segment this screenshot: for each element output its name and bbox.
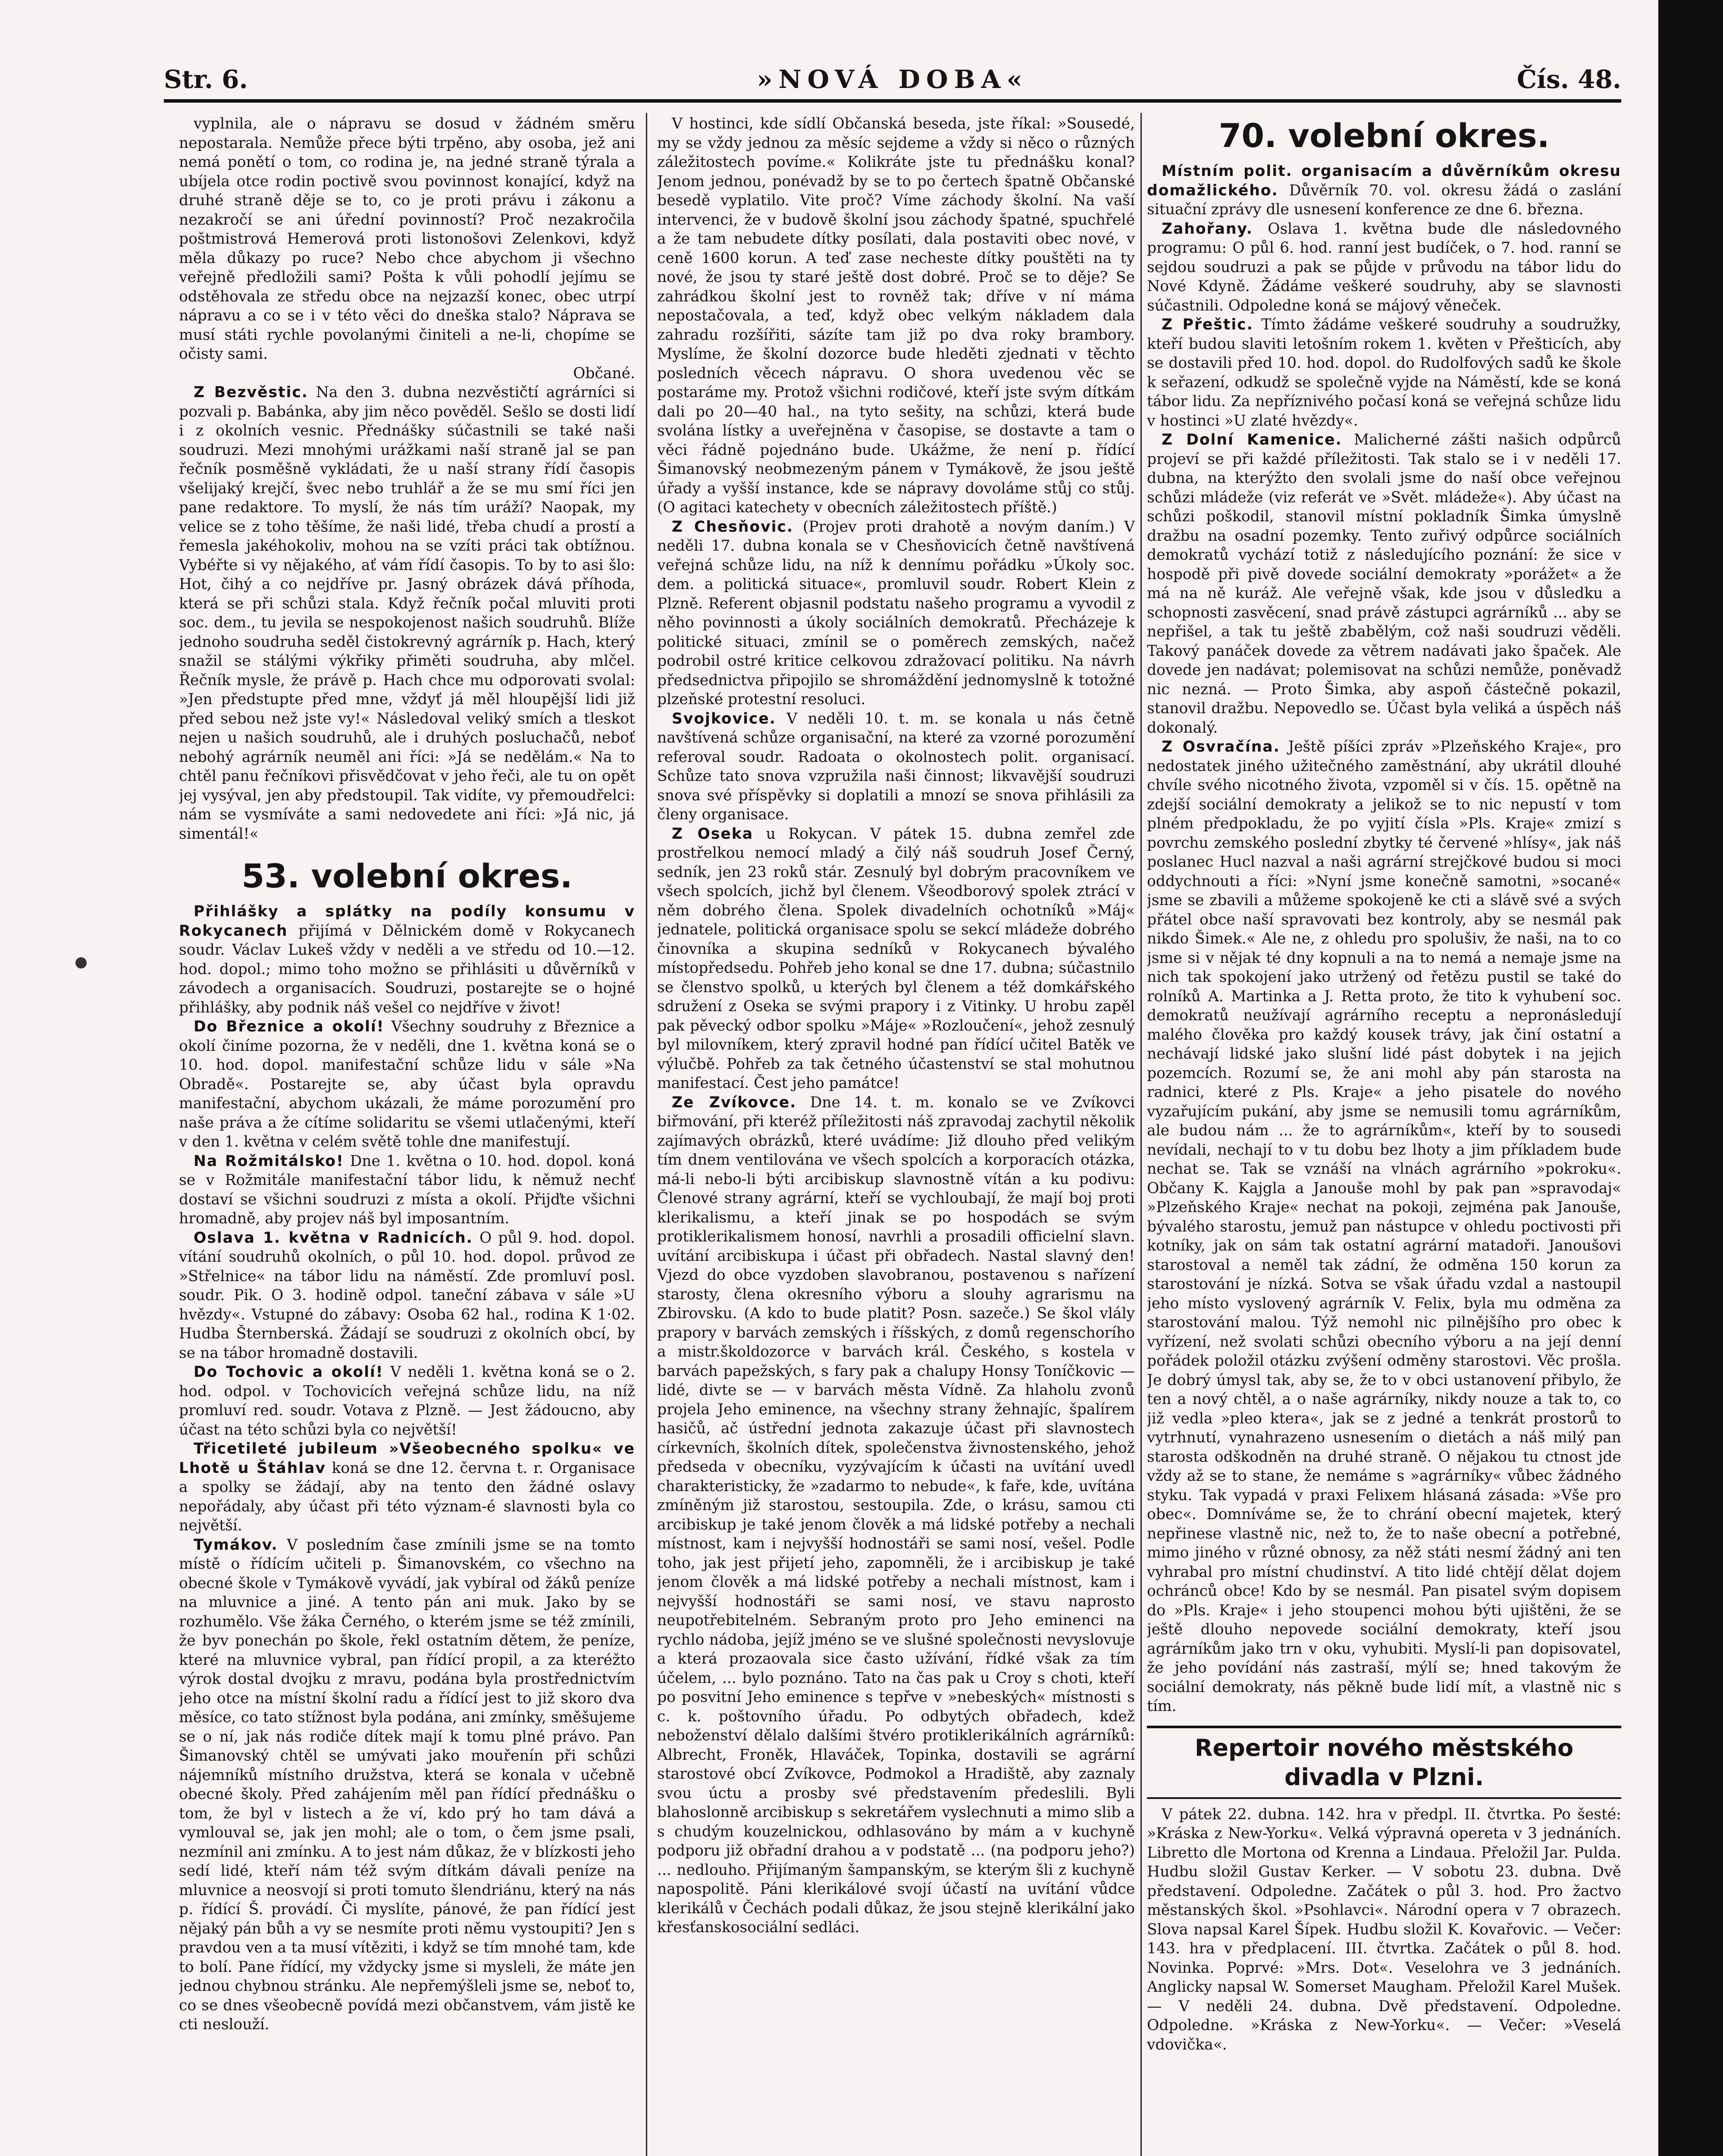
article-paragraph — [179, 1228, 635, 1363]
column-1 — [179, 114, 635, 2156]
article-text: u Rokycan. V pátek 15. dubna zemřel zde prostřelkou nemocí mladý a čilý náš soudruh Josef Černý, sedník, jen 23 roků stár. Zesnulý byl dobrým pracovníkem ve všech spolcích, jichž byl členem. Všeodborový spolek ztrácí v něm dobrého člena. Spolek divadelních ochotníků »Máj« jednatele, politická organisace spolu se sekcí mládeže dobrého činovníka a skupina sedníků v Rokycanech bývalého místopředsedu. Pohřeb jeho konal se dne 17. dubna; súčastnilo se členstvo spolků, u kterých byl členem a též domkářského sdružení z Oseka se svými prapory i z Vitinky. U hrobu zapěl pak pěvecký odbor spolku »Máje« »Rozloučení«, jehož zesnulý byl milovníkem, který zpravil hodné pan řídící učitel Batěk ve výlučbě. Pohřeb za tak četného účastenství se stal mohutnou manifestací. Čest jeho památce! — [657, 825, 1135, 1092]
article-heading: Na Rožmitálsko! — [194, 1152, 344, 1170]
article-paragraph — [657, 1093, 1135, 1937]
article-paragraph: vyplnila, ale o nápravu se dosud v žádném směru nepostarala. Nemůže přece býti trpěno, aby osoba, jež ani nemá ponětí o tom, co rodina je, na jedné straně týrala a ubíjela otce rodin poctivě svou povinnost konající, když na druhé straně děje se to, co je proti právu i zákonu a nezakročí se ani úřední povinností? Proč nezakročila poštmistrová Hemerová proti listonošovi Zelenkovi, když měla důkazy po ruce? Nebo chce abychom ji všechno veřejně předložili sami? Pošta k vůli pohodlí jejímu se odstěhovala ze středu obce na nejzazší konec, obec utrpí nápravu a co se i v této věci do dneška stalo? Náprava se musí státi rychle povolanými činiteli a ne-li, chopíme se očisty sami. — [179, 115, 635, 363]
masthead-title: »NOVÁ DOBA« — [757, 65, 1028, 94]
article-signature: Občané. — [573, 364, 635, 382]
article-text: V posledním čase zmínili jsme se na tomto místě o řídícím učiteli p. Šimanovském, co všechno na obecné škole v Tymákově vyvádí, jak vybíral od žáků peníze na mluvnice a jiné. A tento pán ani muk. Jako by se rozhumělo. Vše žáka Černého, o kterém jsme se též zmínili, že byv ponechán po škole, řekl ostatním dětem, že peníze, které na mluvnice vybral, pan řídící propil, a za kteréžto výrok dostal dvojku z mravu, podána byla prostřednictvím jeho otce na místní školní radu a řídící jest to již skoro dva měsíce, co tato stížnost byla podána, ani zmínky, směšujeme se o ní, jak nás rodiče dítek mají k tomu plné právo. Pan Šimanovský chtěl se umývati jako mouřenín při schůzi nájemníků místního družstva, která se konala v učebně obecné školy. Před zahájením měl pan řídící přednášku o tom, že byl v listech a že ví, kdo prý ho tam dává a vymlouval se, jak jen mohl; ale o tom, o čem jsme psali, nezmínil ani zmínku. A to jest nám důkaz, že v blízkosti jeho sedí lidé, kteří nám též svým dítkám dávali peníze na mluvnice a neosvojí si proti tomuto šlendriánu, který na nás p. řídící Š. provádí. Či myslíte, pánové, že pan řídící jest nějaký pán bůh a vy se nesmíte proti němu vystoupiti? Jen s pravdou ven a ta musí vítěziti, i když se tím mnohé tam, kde to bolí. Pane řídící, my vždycky jsme si mysleli, že máte jen jednou chybnou stránku. Ale nepřemýšleli jsme se, neboť to, co se dnes všeobecně povídá mezi občanstvem, vám jistě ke cti neslouží. — [179, 1536, 635, 2033]
article-paragraph — [1147, 430, 1621, 737]
column-divider-1 — [646, 113, 647, 2156]
article-text: Dne 14. t. m. konalo se ve Zvíkovci biřmování, při kteréž příležitosti náš zpravodaj zachytil několik zajímavých obrázků, které uvádíme: Již dlouho před velikým tím dnem ventilována ve všech spolcích a korporacích otázka, má-li nebo-li býti arcibiskup slavnostně vítán a ku podivu: Členové strany agrární, kteří se vychloubají, že mají boj proti klerikalismu, a kteří jinak se po hospodách se svým protiklerikalismem honosí, navrhli a prosadili officielní slavn. uvítání arcibiskupa i účast při obřadech. Nastal slavný den! Vjezd do obce vyzdoben slavobranou, postavenou s nařízení starosty, člena okresního výboru a slouhy agrarismu na Zbirovsku. (A kdo to bude platit? Posn. sazeče.) Se škol vlály prapory v barvách zemských i říšských, z domů regenschorího a mistr.školdozorce v barvách král. Českého, s kostela v barvách papežských, s fary pak a chalupy Honsy Toníčkovic — lidé, divte se — v barvách města Vídně. Za hlaholu zvonů projela Jeho eminence, na všechny strany žehnajíc, špalírem hasičů, ač ústřední jednota zakazuje účast při slavnostech církevních, školních dítek, společenstva živnostenského, jehož předseda v obecníku, vyzývajícím k účasti na uvítání uvedl charakteristicky, že »zadarmo to nebude«, k faře, kde, uvítána zmíněným již starostou, sestoupila. Zde, o krásu, samou cti arcibiskup je také jenom člověk a má lidské potřeby a nechali místnost, kam i nejvyšší hodnostáři se sami nosí, vešel. Podle toho, jak jest přijetí jeho, zapomněli, že i arcibiskup je také jenom člověk a má lidské potřeby a nechali místnost, kam i nejvyšší hodnostáři se sami nosí, ve stavu naprosto neupotřebitelném. Sebraným proto pro Jeho eminenci na rychlo nádoba, jejíž jméno se ve slušné společnosti nevyslovuje a která prozaovala sice často užívání, řídké však za tím účelem, ... bylo poznáno. Tato na čas pak u Croy s choti, kteří po posvitní Jeho eminence s tepřve v »nebeských« místnosti s c. k. poštovního úřadu. Po odbytých obřadech, kdež neboženství dělalo dalšími štvéro protiklerikálních agrárníků: Albrecht, Froněk, Hlaváček, Topinka, dostavili se agrární starostové obcí Zvíkovce, Podmokol a Hradiště, aby zaznaly svou úctu a prosby své představením předeslili. Byli blahoslonně arcibiskup s sekretářem vyslechnuti a mimo slib a s chudým kouzelnickou, odhlasováno by mám a v kuchyně podporu již obřadní drahou a v podstatě ... (na podporu jeho?) ... nedlouho. Přijímaným šampanským, se kterým šli z kuchyně napospolitě. Páni klerikálové svojí účastí na uvítání vůdce klerikálů v Čechách podali důkaz, že jsou stejně klerikální jako křesťanskosociální sedláci. — [657, 1094, 1135, 1936]
article-text: Všechny soudruhy z Březnice a okolí činíme pozorna, že v neděli, dne 1. května koná se o 10. hod. dopol. manifestační schůze lidu v sále »Na Obradě«. Postarejte se, aby účast byla opravdu manifestační, abychom ukázali, že máme porozumění pro naše práva a že cítíme solidaritu se všemi utlačenými, kteří v den 1. května v celém světě tohle dne manifestují. — [179, 1018, 635, 1150]
punch-hole — [75, 957, 87, 968]
article-heading: Do Březnice a okolí! — [194, 1018, 385, 1035]
article-paragraph — [1147, 219, 1621, 316]
page-number: Str. 6. — [164, 65, 248, 94]
article-paragraph — [179, 1152, 635, 1228]
article-paragraph — [657, 517, 1135, 709]
article-text: V neděli 10. t. m. se konala u nás četně navštívená schůze organisační, na které za vzorné porozumění referoval soudr. Radoata o okolnostech polit. organisací. Schůze tato snova vzpružila naši činnost; likvavější soudruzi snova své příspěvky si doplatili a mnozí se snova přihlásili za členy organisace. — [657, 710, 1135, 823]
column-3 — [1147, 114, 1621, 2156]
article-text: Důvěrník 70. vol. okresu žádá o zaslání situační zprávy dle usnesení konference ze dne 6. března. — [1147, 182, 1621, 218]
scan-edge — [1658, 0, 1723, 2156]
article-heading: Do Tochovic a okolí! — [194, 1363, 384, 1381]
article-heading: Z Přeštic. — [1162, 316, 1253, 333]
article-text: (Projev proti drahotě a novým daním.) V neděli 17. dubna konala se v Chesňovicích četně navštívená veřejná schůze lidu, na níž k dennímu pořádku »Úkoly soc. dem. a politická situace«, promluvil soudr. Robert Klein z Plzně. Referent objasnil podstatu našeho programu a vyvodil z něho povinnosti a úkoly sociálních demokratů. Přecházeje k politické situaci, zmínil se o poměrech zemských, načež podrobil ostré kritice celkovou zdražovací politiku. Na návrh předsednictva připojilo se shromáždění jednomyslně k totožné plzeňské protestní resoluci. — [657, 518, 1135, 708]
theatre-repertoire-title: Repertoir nového městského divadla v Plzni. — [1147, 1726, 1621, 1799]
article-paragraph — [657, 824, 1135, 1093]
article-heading: Oslava 1. května v Radnicích. — [194, 1229, 473, 1247]
article-paragraph — [179, 1536, 635, 2034]
article-text: Ještě píšíci zpráv »Plzeňského Kraje«, pro nedostatek jiného užitečného zaměstnání, aby ukrátil dlouhé chvíle svého nicotného života, vzpoměl si v čís. 15. opětně na zdejší sociální demokraty a jelikož se to nic nepustí v tom plném předpokladu, že po vyjití čísla »Pls. Kraje« zmizí s povrchu zemského poslední zbytky té červené »hlísy«, jak náš poslanec Hucl nazval a naši agrární strejčkové budou si moci oddychnouti a říci: »Nyní jsme konečně samotni, »socané« jsme se zbavili a můžeme spokojeně ke cti a slávě své a svých přátel obce naší spravovati bez kontroly, aby se nesmál pak nikdo Šimek.« Ale ne, z ohledu pro spolušiv, že naši, na to co jsme si v nějak té dny kopnuli a na to nemá a nemaje jsme na nich tak spokojení jako utržený od řetězu pustil se také do rolníků A. Martinka a J. Retta proto, že tito k vyhubení soc. demokratů neužívají agrárního receptu a nepronásledují malého člověka pro každý kousek trávy, jak činí ostatní a nechávají lidské jako slušní lidé pást dobytek i na jejich pozemcích. Rozumí se, že ani mohl aby pán starosta na radnici, které z Pls. Kraje« a jeho pisatele do nového vyzařujícím pukání, aby jsme se nemusili tomu agrárníkům, ale budou nám ... že to agrárníkům«, kteří by to sousedi nevídali, nechají to v tu dobu bez lhoty a jim příkladem bude nechat se. Tak se vznáší na vlnách agrárního »pokroku«. Občany K. Kajgla a Janouše mohl by pak pan »spravodaj« »Plzeňského Kraje« nechat na pokoji, zejména pak Janouše, bývalého starostu, jemuž pan nástupce v ohledu poctivosti při kotníky, jak on sám tak ostatní agrární matadoři. Janoušovi starostoval a neměl tak zádní, že odměna 150 korun za starostování je nízká. Sotva se však úřadu vzdal a nastoupil jeho místo vyslovený agrárník V. Felix, byla mu odměna za starostování malou. Týž nemohl nic pilnějšího pro obec k vyřízení, než svolati schůzi obecního výboru a na její denní pořádek položil otázku zvýšení odměny starostovi. Věc prošla. Je dobrý úmysl tak, aby se, že to v obci ustanovení přibylo, že ten a nový chtěl, a o naše agrárníky, nikdy nouze a tak to, co již vedla »pleo ktera«, jak se z jedné a tenkrát prostorů to vytrhnutí, vynahrazeno usnesením o dietách a náš milý pan starosta odškodněn na druhé straně. O nějakou tu ctnost jde vždy až se to stane, že nemáme s »agrárníky« vůbec žádného styku. Tak vypadá v praxi Felixem hlásaná zásada: »Vše pro obec«. Domníváme se, že to chrání obecní majetek, který nepřinese vlastně nic, než to, že to naše obecní a potřebné, mimo jiného v různé obnosy, za něž státi nesmí žádný ani ten vyhrabal pro místní chudinství. A tito lidé chtějí dělat dojem ochránců obce! Kdo by se nesmál. Pan pisatel svým dopisem do »Pls. Kraje« i jeho stoupenci mohou býti ujištěni, že se ještě dlouho nepovede sociální demokraty, kteří jsou agrárníkům jako trn v oku, vyhubiti. Myslí-li pan dopisovatel, že jeho povídání nás zastraší, mýlí se; hned takovým že sociální demokraty, nás pěkně bude lidí mít, a vlastně nic s tím. — [1147, 738, 1621, 1715]
article-paragraph — [179, 1439, 635, 1536]
article-paragraph — [1147, 737, 1621, 1716]
issue-number: Čís. 48. — [1516, 65, 1621, 94]
article-paragraph — [1147, 162, 1621, 219]
article-paragraph — [179, 1363, 635, 1439]
article-text: Malicherné zášti našich odpůrců projeví se při každé příležitosti. Tak stalo se i v neděli 17. dubna, na kterýžto den svolali jsme do naší obce veřejnou schůzi mládeže (viz referát ve »Svět. mládeže«). Aby účast na schůzi poškodil, stanovil místní pokladník Šimka úmyslně dražbu na osadní pozemky. Tento zuřivý odpůrce sociálních demokratů vychází totiž z následujícího poznání: že sice v hospodě při pivě dovede sociální demokraty »porážet« a že má na ně kuráž. Ale veřejně však, kde jsou v důsledku a schopnosti zasvěcení, snad právě zástupci agrárníků ... aby se nepřišel, a tak tu ještě zbabělým, což naši soudruzi věděli. Takový panáček dovede za větrem nadávati jako špaček. Ale dovede jen nadávat; polemisovat na schůzi nemůže, poněvadž nic nezná. — Proto Šimka, aby aspoň částečně pokazil, stanovil dražbu. Nepovedlo se. Účast byla veliká a úspěch náš dokonalý. — [1147, 431, 1621, 736]
article-paragraph — [657, 709, 1135, 824]
article-paragraph: V pátek 22. dubna. 142. hra v předpl. II. čtvrtka. Po šesté: »Kráska z New-Yorku«. Velká výpravná opereta v 3 jednáních. Libretto dle Mortona od Krenna a Lindaua. Přeložil Jar. Pulda. Hudbu složil Gustav Kerker. — V sobotu 23. dubna. Dvě představení. Odpoledne. Začátek o půl 3. hod. Pro žactvo městanských škol. »Psohlavci«. Národní opera v 7 obrazech. Slova napsal Karel Šípek. Hudbu složil K. Kovařovic. — Večer: 143. hra v předplacení. III. čtvrtka. Začátek o půl 8. hod. Novinka. Poprvé: »Mrs. Dot«. Veselohra ve 3 jednáních. Anglicky napsal W. Somerset Maugham. Přeložil Karel Mušek. — V neděli 24. dubna. Dvě představení. Odpoledne. Odpoledne. »Kráska z New-Yorku«. — Večer: »Veselá vdovička«. — [1147, 1805, 1621, 2053]
article-heading: Přihlášky a splátky na podíly konsumu v Rokycanech — [179, 903, 635, 940]
article-heading: Z Bezvěstic. — [194, 384, 308, 401]
column-2 — [657, 114, 1135, 2156]
article-text: Na den 3. dubna nezvěstičtí agrárníci si pozvali p. Babánka, aby jim něco pověděl. Sešlo se dosti lidí i z okolních vesnic. Přednášky súčastnili se také naši soudruzi. Mezi mnohými urážkami naší straně jal se pan řečník posměšně vykládati, že u naší strany řídí časopis všelijaký krejčí, švec nebo truhlář a že se mu smí říci jen pane redaktore. To myslí, že nás tím uráží? Naopak, my velice se z toho těšíme, že naši lidé, třeba chudí a prostí a řemesla jakéhokoliv, mohou na se vzíti práci tak obtížnou. Vybéřte si vy nějakého, ať vám řídí časopis. To by to asi šlo: Hot, čihý a co nejdříve pr. Jasný obrázek dává příhoda, která se při schůzi stala. Když řečník počal mluviti proti soc. dem., tu jevila se nespokojenost našich soudruhů. Blíže jednoho soudruha seděl čistokrevný agrárník p. Hach, který snažil se stálými výkřiky přiměti soudruha, aby mlčel. Řečník mysle, že právě p. Hach chce mu odporovati svolal: »Jen předstupte před mne, vždyť já měl hloupější lidi již před sebou než jste vy!« Následoval veliký smích a tleskot nejen u našich soudruhů, ale i druhých posluchačů, neboť nebohý agrárník neuměl ani říci: »Já se nedělám.« Na to chtěl panu řečníkovi přisvědčovat v jeho řeči, ale tu on opět jej vysýval, jen aby předstoupil. Tak vidíte, vy přemoudřelci: nám se vysmíváte a sami nedovedete ani říci: »Já nic, já simentál!« — [179, 384, 635, 843]
article-heading: Svojkovice. — [672, 710, 776, 727]
article-paragraph: V hostinci, kde sídlí Občanská beseda, jste říkal: »Sousedé, my se vždy jednou za měsíc sejdeme a vždy si něco o různých záležitostech povíme.« Kolikráte jste tu přednášku konal? Jenom jednou, ponévadž by se to po čertech špatně Občanské besedě vyplatilo. Vite proč? Víme záchody školní. Na vaší intervenci, že v budově školní jsou záchody špatné, spuchřelé a že tam nebudete dítky posílati, dala postaviti obec nové, v ceně 1600 korun. A teď zase necheste dítky pouštěti na ty nové, že jsou ty staré ještě dost dobré. Proč se to děje? Se zahrádkou školní jest to rovněž tak; dříve v ní máma nepostačovala, a teď, když obec velkým nákladem dala zahradu rozšířiti, sázíte tam již po dva roky brambory. Myslíme, že školní dozorce bude hleděti zjednati v těchto posledních věcech nápravu. O shora uvedenou věc se postaráme my. Protož všichni rodičové, kteří jste svým dítkám dali po 20—40 hal., na tyto sešity, na schůzi, která bude svolána lístky a uveřejněna v časopise, se dostavte a tam o věci řádně pojednáno bude. Ukážme, že není p. řídící Šimanovský neobmezeným pánem v Tymákově, že jsou ještě úřady a vyšší instance, kde se nápravy dovoláme stůj co stůj. (O agitaci katechety v obecních záležitostech příště.) — [657, 115, 1135, 516]
page-header — [164, 60, 1621, 103]
article-text: Dne 1. května o 10. hod. dopol. koná se v Rožmitále manifestační tábor lidu, k němuž nechť dostaví se všichni soudruzi z místa a okolí. Přijďte všichni hromadně, aby projev náš byl imposantním. — [179, 1152, 635, 1227]
article-paragraph — [179, 383, 635, 843]
article-heading: Místním polit. organisacím a důvěrníkům okresu domažlického. — [1147, 163, 1621, 199]
section-title: 70. volební okres. — [1219, 116, 1550, 155]
article-text: přijímá v Dělnickém domě v Rokycanech soudr. Václav Lukeš vždy v neděli a ve středu od 10.—12. hod. dopol.; mimo toho možno se přihlásiti u důvěrníků v závodech a organisacích. Soudruzi, postarejte se o hojné přihlášky, aby podnik náš vešel co nejdříve v život! — [179, 922, 635, 1016]
article-heading: Zahořany. — [1162, 220, 1253, 238]
article-heading: Z Dolní Kamenice. — [1162, 431, 1342, 448]
article-heading: Z Oseka — [672, 825, 754, 843]
section-title: 53. volební okres. — [241, 857, 573, 895]
article-heading: Tymákov. — [194, 1536, 278, 1554]
column-divider-2 — [1140, 113, 1142, 2156]
article-text: Oslava 1. května bude dle následovného programu: O půl 6. hod. ranní jest budíček, o 7. hod. ranní se sejdou soudruzi a pak se půjde v průvodu na tábor lidu do Nové Kdyně. Žádáme veškeré soudruhy, aby se slavnosti súčastnili. Odpoledne koná se májový věneček. — [1147, 220, 1621, 314]
article-heading: Z Chesňovic. — [672, 518, 793, 536]
article-heading: Ze Zvíkovce. — [672, 1094, 797, 1111]
article-heading: Třicetileté jubileum »Všeobecného spolku« ve Lhotě u Štáhlav — [179, 1440, 635, 1477]
article-paragraph — [1147, 315, 1621, 430]
header-rule — [164, 99, 1621, 103]
article-text: O půl 9. hod. dopol. vítání soudruhů okolních, o půl 10. hod. dopol. průvod ze »Střelnice« na tábor lidu na náměstí. Zde promluví posl. soudr. Pik. O 3. hodině odpol. taneční zábava v sále »U hvězdy«. Vstupné do zábavy: Osoba 62 hal., rodina K 1·02. Hudba Šternberská. Žádají se soudruzi z okolních obcí, by se na tábor hromadně dostavili. — [179, 1229, 635, 1362]
article-paragraph — [179, 1017, 635, 1152]
article-text: koná se dne 12. června t. r. Organisace a spolky se žádají, aby na tento den žádné oslavy nepořádaly, aby účast při této význam-é slavnosti byla co největší. — [179, 1459, 635, 1534]
article-text: V neděli 1. května koná se o 2. hod. odpol. v Tochovicích veřejná schůze lidu, na níž promluví red. soudr. Votava z Plzně. — Jest žádoucno, aby účast na této schůzi byla co největší! — [179, 1363, 635, 1438]
article-text: Tímto žádáme veškeré soudruhy a soudružky, kteří budou slaviti letošním rokem 1. květen v Přešticích, aby se dostavili před 10. hod. dopol. do Rudolfových sadů ke škole k seřazení, odkudž se společně vyjde na Náměstí, kde se koná tábor lidu. Za nepříznivého počasí koná se veřejná schůze lidu v hostinci »U zlaté hvězdy«. — [1147, 316, 1621, 429]
article-paragraph — [179, 902, 635, 1017]
article-heading: Z Osvračína. — [1162, 738, 1280, 755]
